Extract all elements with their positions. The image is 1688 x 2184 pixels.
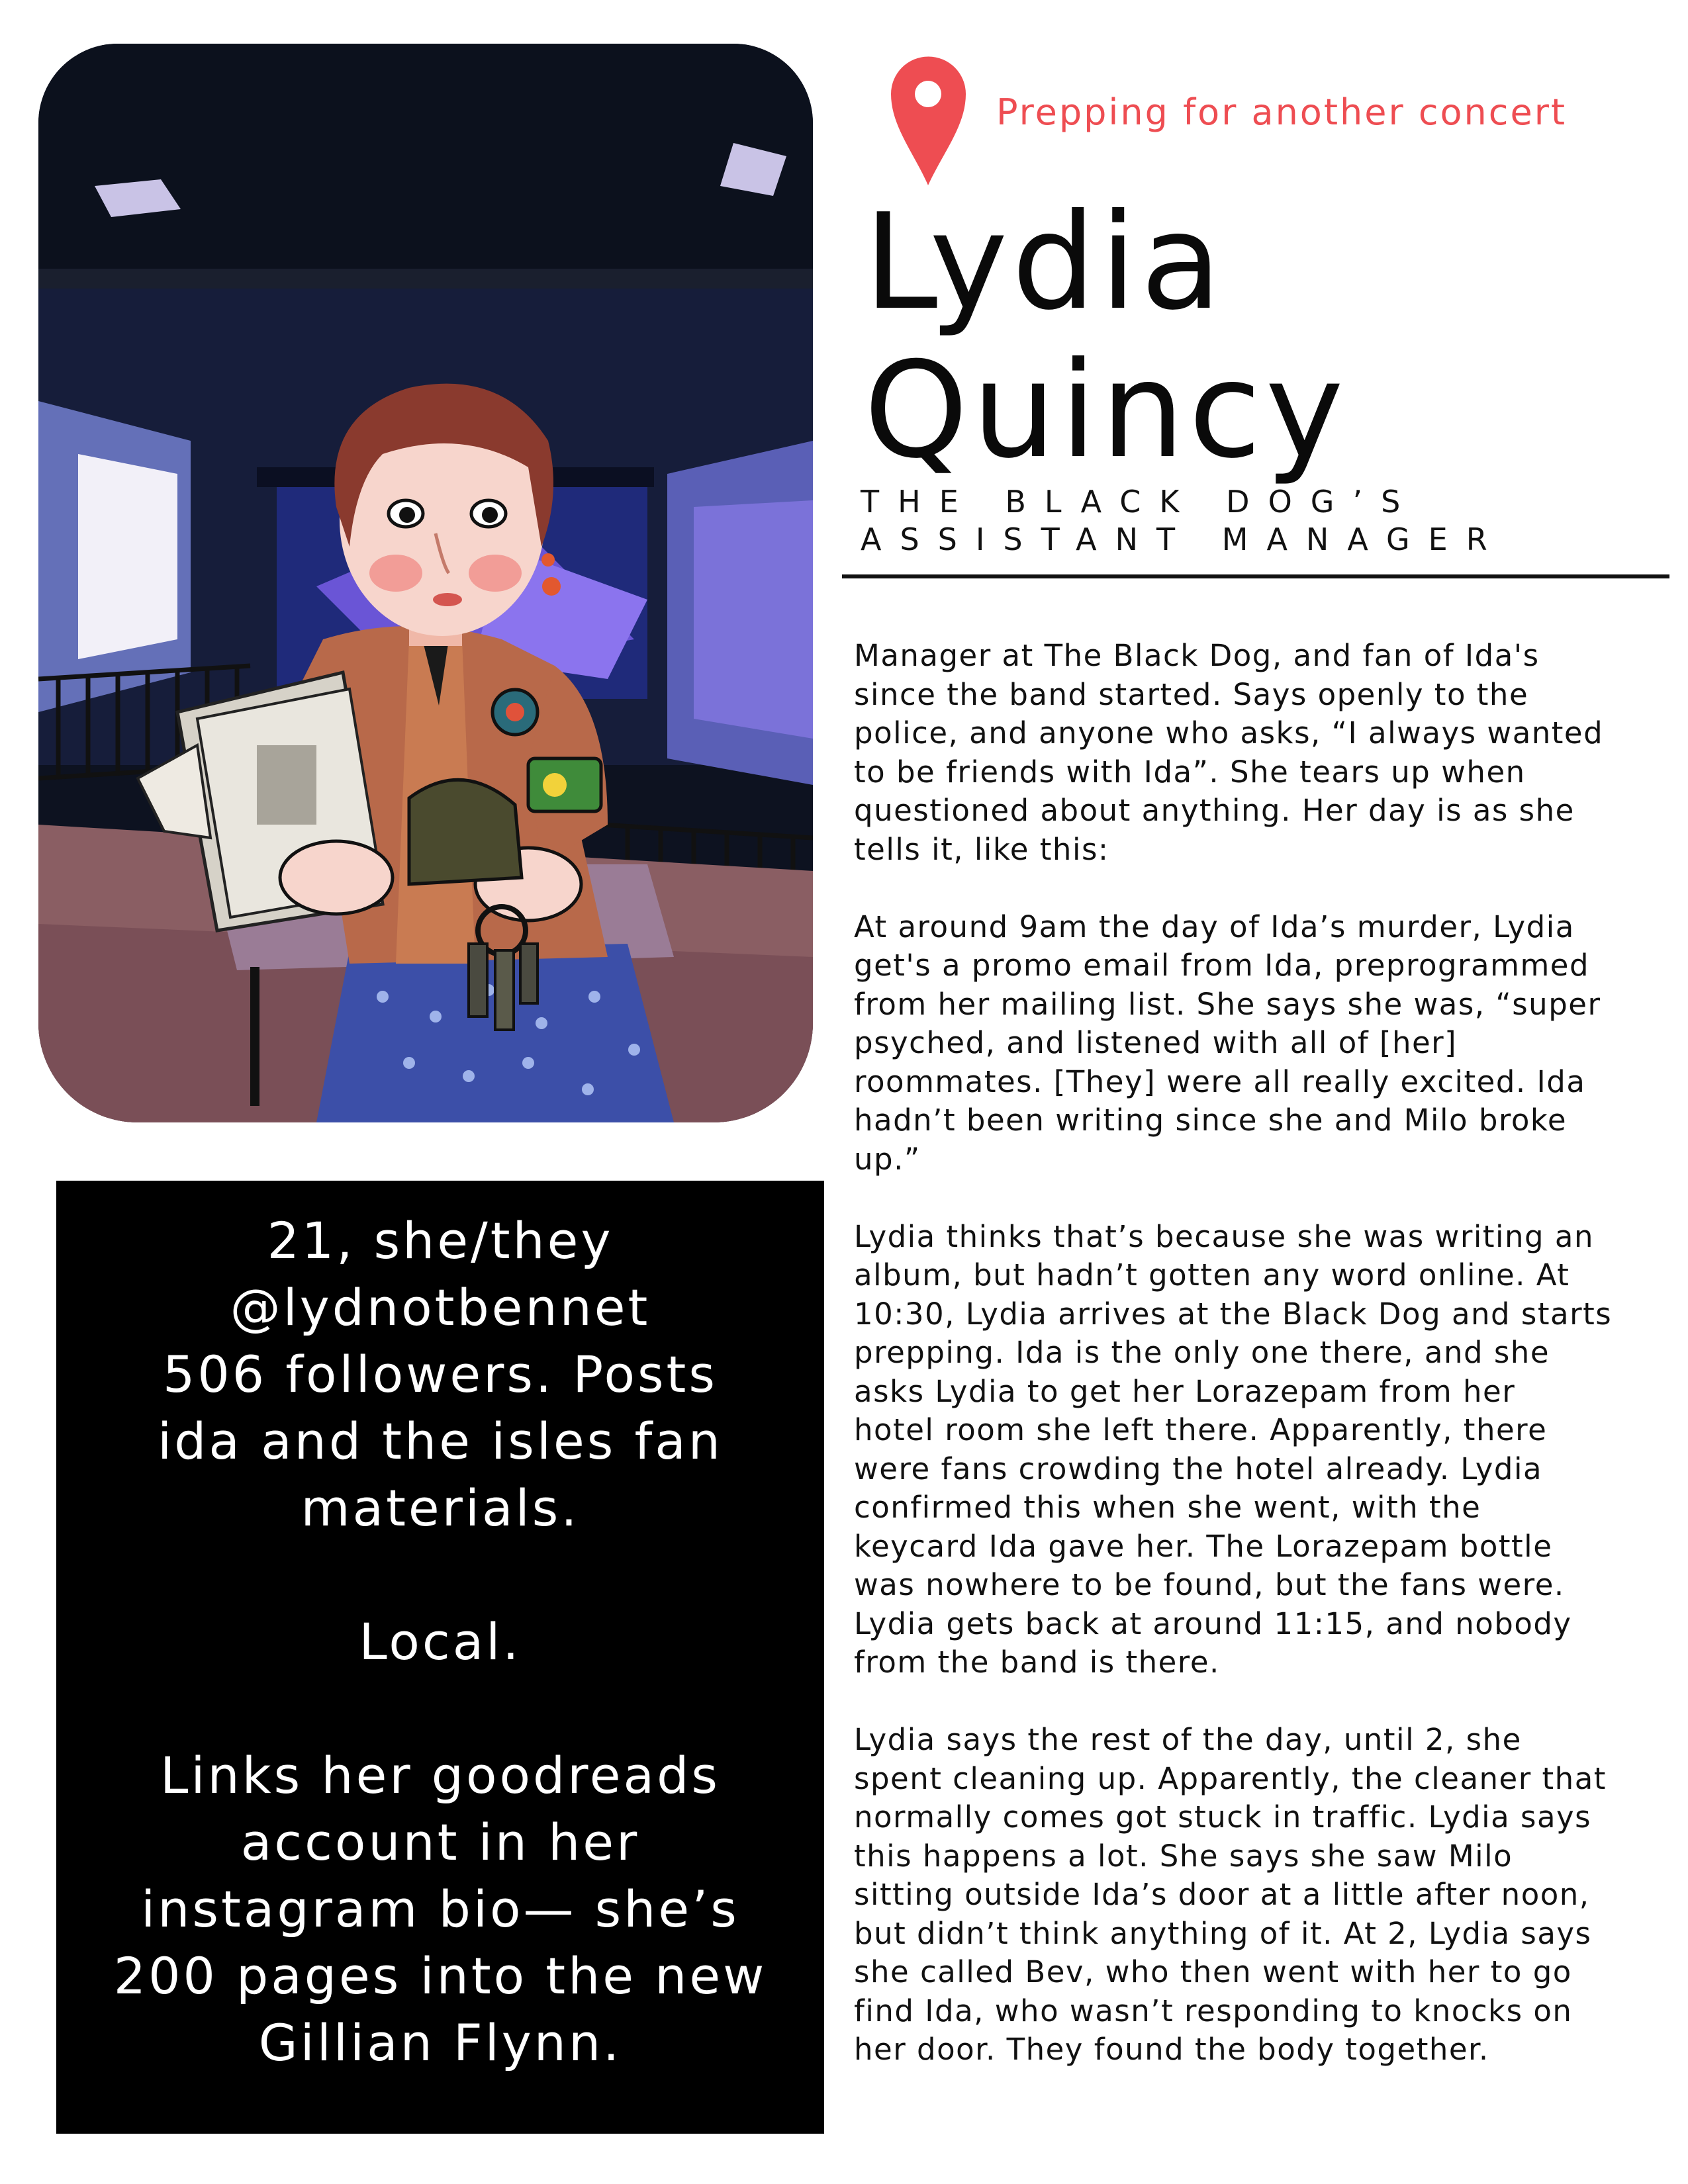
profile-paragraph: 21, she/they @lydnotbennet 506 followers. Posts ida and the isles fan materials. bbox=[158, 1211, 723, 1537]
story-paragraph: Manager at The Black Dog, and fan of Ida's since the band started. Says openly to the police, and anyone who asks, “I always wanted to be friends with Ida”. She tears up when questioned about anything. Her day is as she tells it, like this: bbox=[854, 638, 1604, 867]
portrait-illustration bbox=[38, 44, 813, 1122]
section-divider bbox=[842, 574, 1669, 578]
story-paragraph: At around 9am the day of Ida’s murder, Lydia get's a promo email from Ida, preprogrammed from her mailing list. She says she was, “super psyched, and listened with all of [her] roommates. [They] were all really excited. Ida hadn’t been writing since she and Milo broke up.” bbox=[854, 909, 1601, 1177]
profile-paragraph: Local. bbox=[359, 1612, 522, 1671]
story-paragraph: Lydia says the rest of the day, until 2, she spent cleaning up. Apparently, the cleaner that normally comes got stuck in traffic. Lydia says this happens a lot. She says she saw Milo sitting outside Ida’s door at a little after noon, but didn’t think anything of it. At 2, Lydia says she called Bev, who then went with her to go find Ida, who wasn’t responding to knocks on her door. They found the body together. bbox=[854, 1722, 1607, 2067]
location-status: Prepping for another concert bbox=[996, 91, 1568, 133]
character-last-name: Quincy bbox=[864, 334, 1348, 488]
character-story bbox=[854, 637, 1668, 2070]
role-line-2: ASSISTANT MANAGER bbox=[861, 522, 1506, 557]
character-name bbox=[864, 185, 1348, 488]
story-paragraph: Lydia thinks that’s because she was writing an album, but hadn’t gotten any word online. At 10:30, Lydia arrives at the Black Dog and starts prepping. Ida is the only one there, and she asks Lydia to get her Lorazepam from her hotel room she left there. Apparently, there were fans crowding the hotel already. Lydia confirmed this when she went, with the keycard Ida gave her. The Lorazepam bottle was nowhere to be found, but the fans were. Lydia gets back at around 11:15, and nobody from the band is there. bbox=[854, 1218, 1613, 1680]
character-first-name: Lydia bbox=[864, 185, 1226, 340]
profile-text bbox=[89, 1207, 791, 2076]
profile-info-box bbox=[56, 1181, 824, 2134]
character-portrait bbox=[38, 44, 813, 1122]
profile-paragraph: Links her goodreads account in her instagram bio— she’s 200 pages into the new Gillian Flynn. bbox=[113, 1746, 767, 2072]
role-line-1: THE BLACK DOG’S bbox=[861, 484, 1419, 520]
character-role bbox=[861, 483, 1655, 559]
map-pin-icon bbox=[887, 53, 970, 189]
